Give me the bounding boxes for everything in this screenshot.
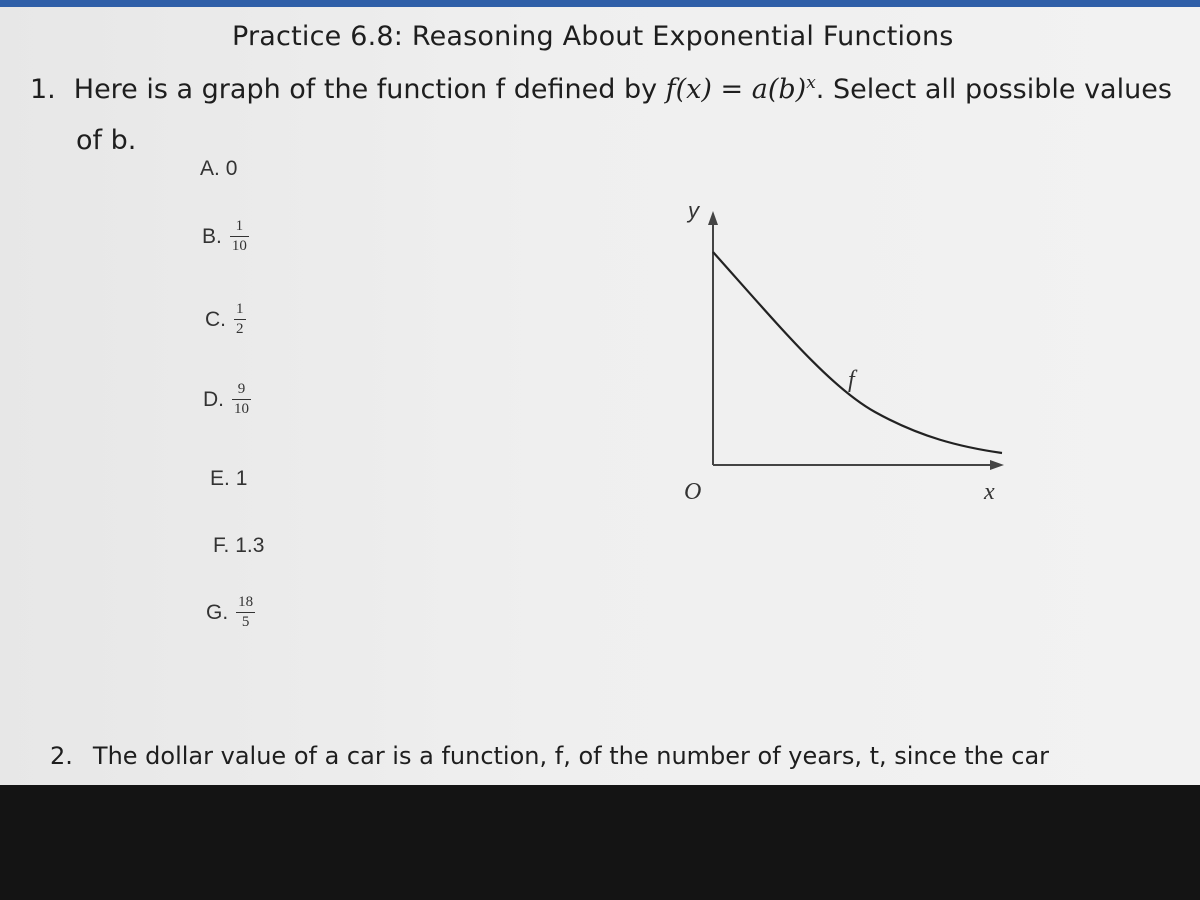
choice-d-fraction bbox=[232, 382, 251, 417]
choice-c-fraction bbox=[234, 302, 246, 337]
choice-c[interactable] bbox=[205, 302, 246, 337]
question-2-number: 2. bbox=[50, 742, 73, 770]
choice-d-label: D. bbox=[203, 387, 224, 411]
x-axis-arrow bbox=[990, 460, 1004, 470]
fraction-bar bbox=[234, 319, 246, 320]
choice-e[interactable] bbox=[210, 467, 247, 491]
choice-e-label: E. bbox=[210, 467, 230, 490]
choice-b-numerator: 1 bbox=[235, 218, 244, 234]
choice-b[interactable] bbox=[202, 219, 249, 254]
y-axis-arrow bbox=[708, 211, 718, 225]
choice-b-label: B. bbox=[202, 224, 222, 248]
question-1-formula bbox=[666, 74, 816, 105]
top-edge-bar bbox=[0, 0, 1200, 7]
formula-exponent: x bbox=[806, 73, 816, 93]
function-curve bbox=[713, 252, 1002, 453]
choice-g-fraction bbox=[236, 595, 255, 630]
choice-g-numerator: 18 bbox=[238, 594, 254, 610]
choice-f-label: F. bbox=[213, 534, 230, 557]
choice-e-value: 1 bbox=[235, 467, 248, 490]
choice-f[interactable] bbox=[213, 534, 264, 558]
curve-label: f bbox=[848, 367, 855, 393]
choice-g-denominator: 5 bbox=[241, 614, 250, 631]
choice-b-denominator: 10 bbox=[231, 238, 247, 255]
screen-bottom-edge bbox=[0, 785, 1200, 900]
question-2 bbox=[50, 742, 1049, 770]
fraction-bar bbox=[230, 236, 249, 237]
worksheet-title: Practice 6.8: Reasoning About Exponential Functions bbox=[232, 21, 954, 52]
fraction-bar bbox=[232, 399, 251, 400]
choice-c-numerator: 1 bbox=[236, 301, 244, 317]
x-axis-label: x bbox=[984, 479, 995, 505]
formula-base: f(x) = a(b) bbox=[665, 74, 807, 105]
choice-f-value: 1.3 bbox=[235, 534, 265, 557]
choice-b-fraction bbox=[230, 219, 249, 254]
y-axis-label: y bbox=[688, 198, 699, 223]
worksheet bbox=[0, 7, 1200, 785]
choice-a-label: A. bbox=[200, 157, 220, 180]
exponential-graph bbox=[670, 197, 1020, 517]
question-1 bbox=[30, 73, 1172, 105]
choice-d-denominator: 10 bbox=[234, 401, 249, 418]
question-1-line-2: of b. bbox=[76, 125, 137, 156]
choice-a-value: 0 bbox=[225, 157, 238, 180]
choice-c-denominator: 2 bbox=[236, 321, 244, 338]
question-1-text-after: . Select all possible values bbox=[815, 74, 1172, 105]
choice-g-label: G. bbox=[206, 600, 229, 624]
fraction-bar bbox=[236, 612, 255, 613]
choice-d[interactable] bbox=[203, 382, 251, 417]
question-1-number: 1. bbox=[30, 74, 56, 105]
choice-d-numerator: 9 bbox=[237, 381, 246, 397]
choice-g[interactable] bbox=[206, 595, 255, 630]
question-2-text: The dollar value of a car is a function, f, of the number of years, t, since the car bbox=[92, 742, 1050, 770]
origin-label: O bbox=[684, 479, 702, 505]
choice-c-label: C. bbox=[205, 307, 226, 331]
choice-a[interactable] bbox=[200, 157, 237, 181]
question-1-text-before: Here is a graph of the function f defined by bbox=[73, 74, 666, 105]
